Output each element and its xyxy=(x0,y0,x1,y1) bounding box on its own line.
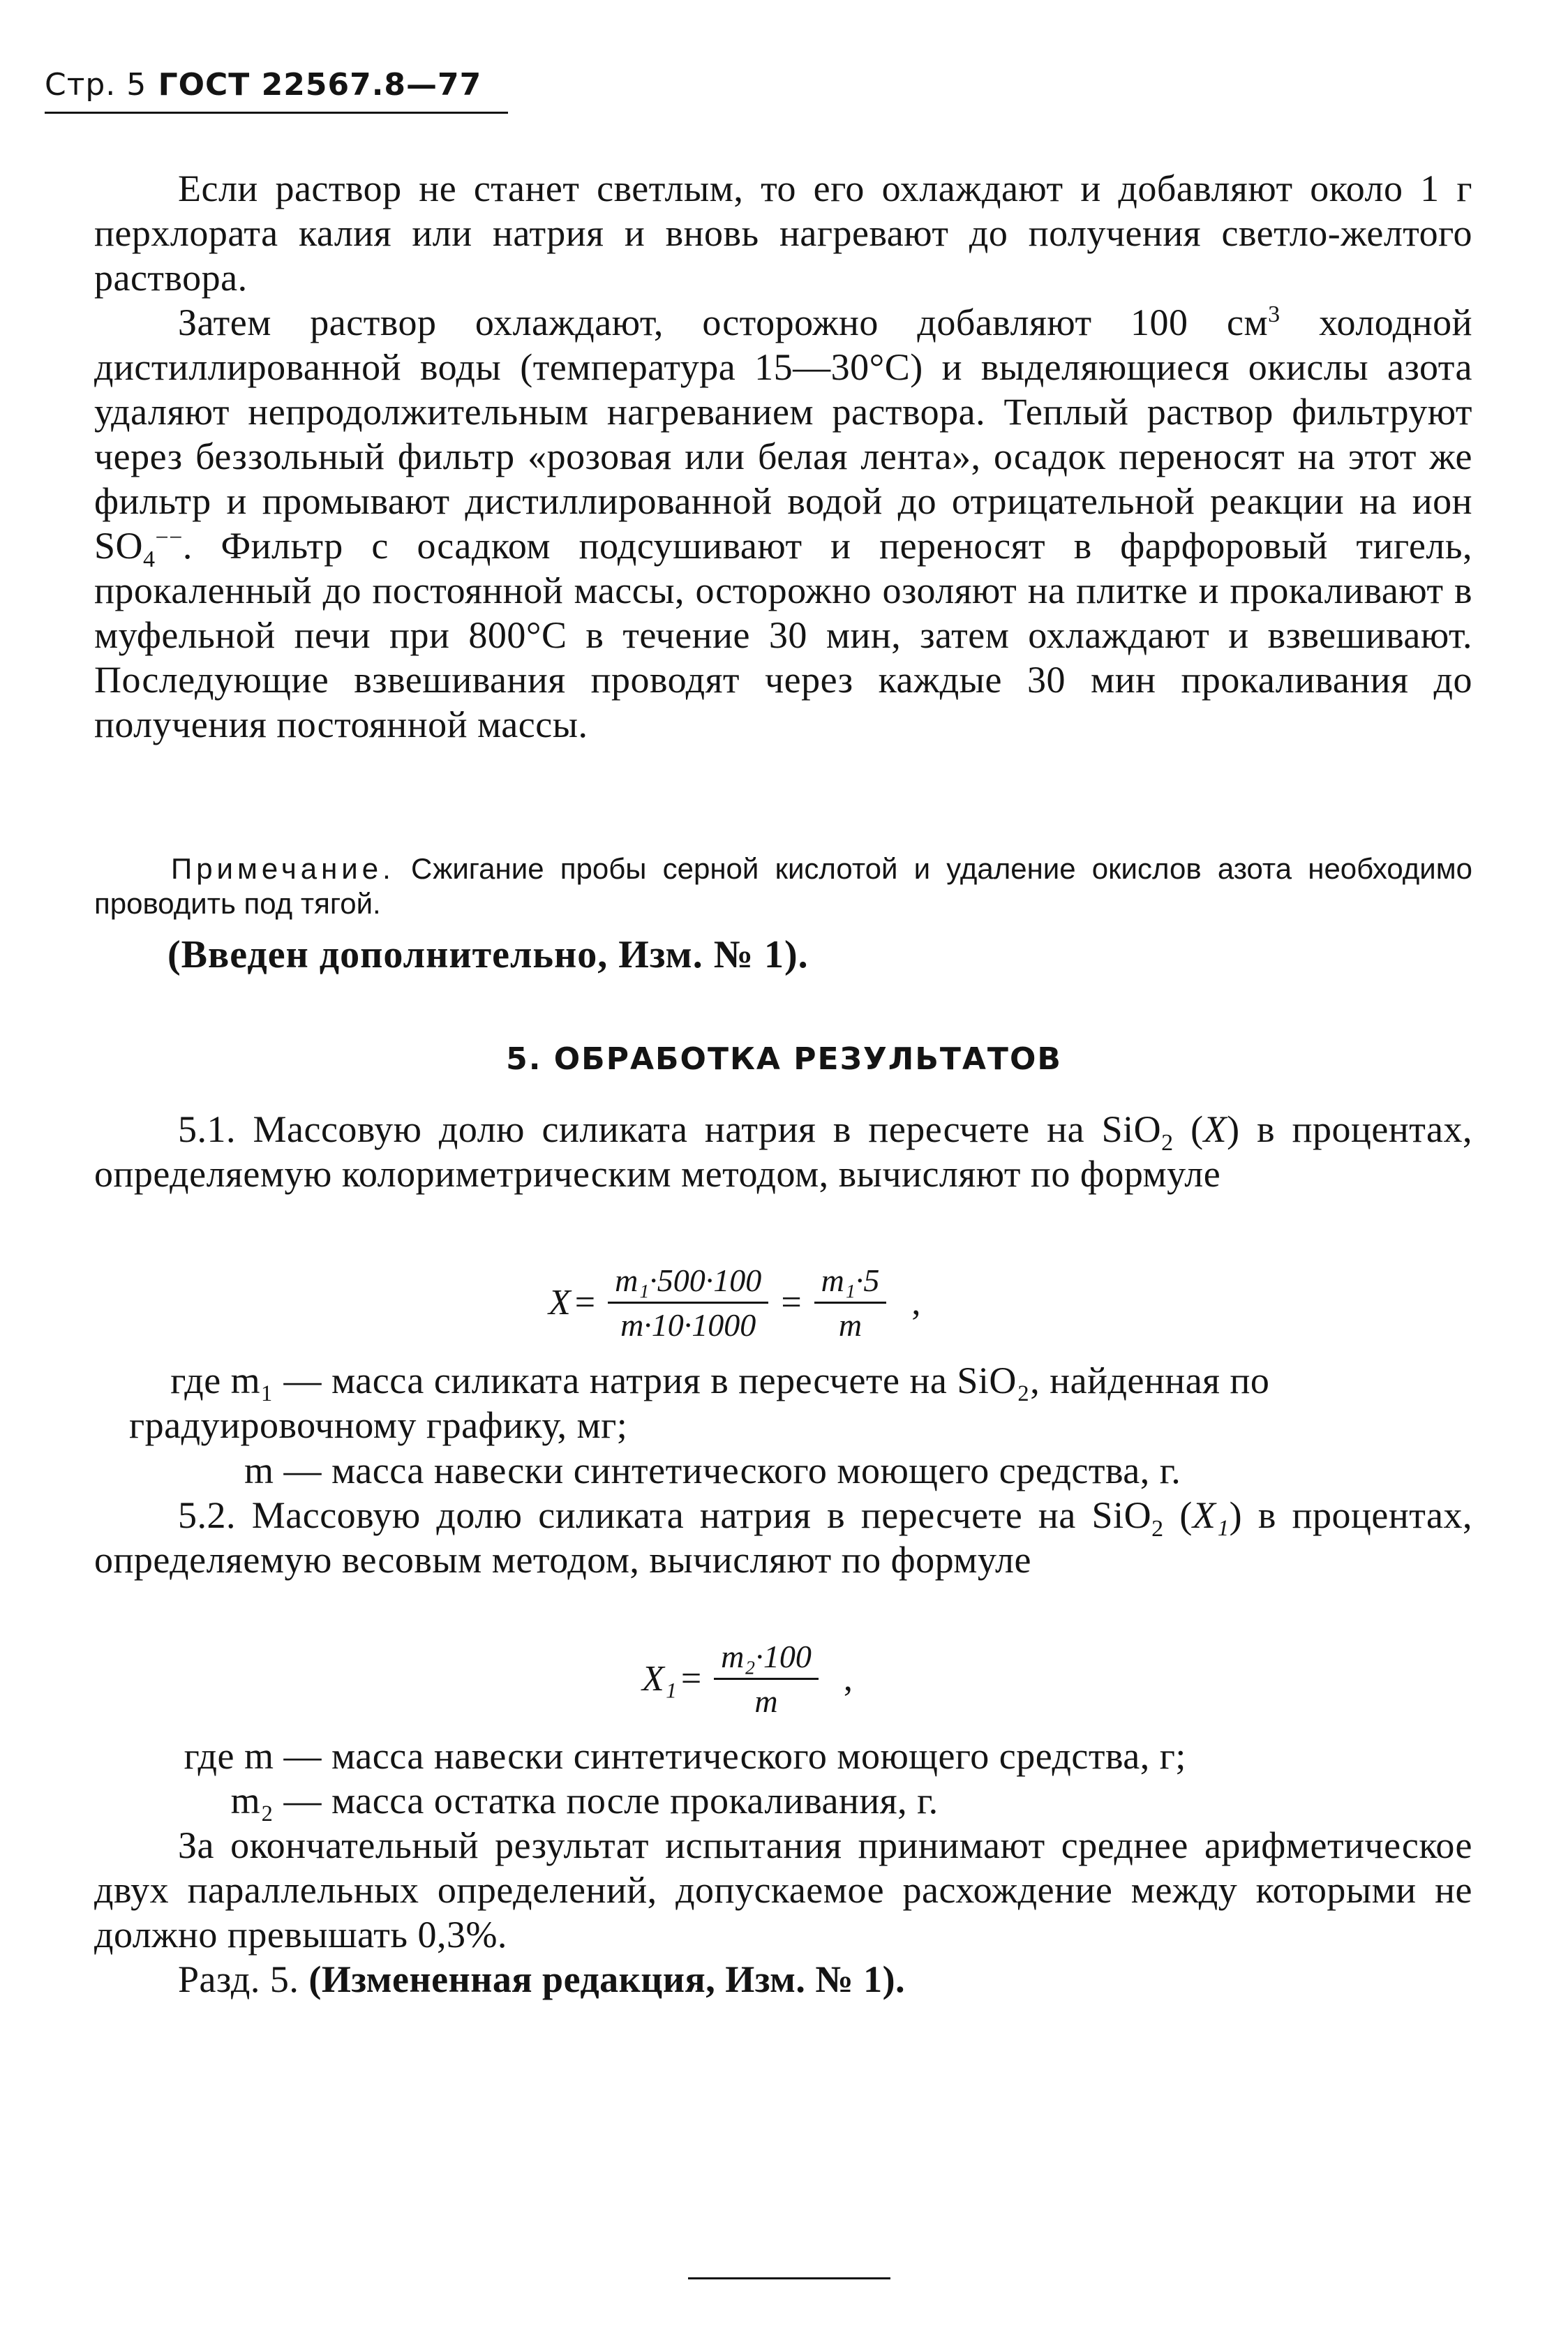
formula-x-lhs: X xyxy=(548,1283,571,1323)
definition-m-label: m — xyxy=(244,1450,322,1491)
formula-x-fraction-2 xyxy=(814,1262,887,1343)
definition-m-2-text: масса навески синтетического моющего средства, г; xyxy=(331,1735,1186,1777)
section4-body xyxy=(94,166,1472,747)
clause-5-1 xyxy=(94,1107,1472,1196)
definition-m2-label: m₂ — xyxy=(230,1780,322,1822)
sio2-subscript-2: 2 xyxy=(1151,1515,1164,1542)
final-result-text: За окончательный результат испытания принимают среднее арифметическое двух параллельных определений, допускаемое расхождение между которыми не должно превышать 0,3%. xyxy=(94,1824,1472,1956)
note-text: Сжигание пробы серной кислотой и удаление окислов азота необходимо проводить под тягой. xyxy=(94,852,1472,920)
paragraph-filtering xyxy=(94,300,1472,747)
formula-x1-lhs: X₁ xyxy=(642,1659,677,1699)
section-5-amendment-note: (Измененная редакция, Изм. № 1). xyxy=(308,1958,906,2000)
running-head xyxy=(45,67,481,103)
clause-5-2 xyxy=(94,1493,1472,1582)
formula-x-fraction-1 xyxy=(608,1262,768,1343)
final-result-paragraph xyxy=(94,1823,1472,1957)
clause-5-1-text: 5.1. Массовую долю силиката натрия в пересчете на SiO$_2$ (X) в процентах, определяемую колориметрическим методом, вычисляют по формуле xyxy=(94,1108,1473,1195)
formula-x-numerator-1: m₁·500·100 xyxy=(608,1262,768,1304)
formula-x1-numerator: m₂·100 xyxy=(714,1638,819,1680)
section-5-amendment-label: Разд. 5. xyxy=(178,1958,309,2000)
section-5-title: 5. ОБРАБОТКА РЕЗУЛЬТАТОВ xyxy=(506,1041,1062,1077)
paragraph-cooling: Если раствор не станет светлым, то его охлаждают и добавляют около 1 г перхлората калия или натрия и вновь нагревают до получения светло-желтого раствора. xyxy=(94,168,1472,299)
cm3-superscript: 3 xyxy=(1268,302,1280,327)
formula-x1-fraction xyxy=(714,1638,819,1720)
end-rule xyxy=(688,2277,890,2279)
clause-5-1-part-b: в процентах, определяемую колориметрическим методом, вычисляют по формуле xyxy=(94,1108,1473,1195)
clause-5-2-part-b: в процентах, определяемую весовым методом, вычисляют по формуле xyxy=(94,1494,1472,1581)
so4-charge: −− xyxy=(155,525,183,551)
paragraph-filtering-part-a: Затем раствор охлаждают, осторожно добавляют 100 см xyxy=(178,302,1269,343)
definition-m-text: масса навески синтетического моющего средства, г. xyxy=(331,1450,1181,1491)
definition-m1 xyxy=(129,1358,1472,1447)
formula-x-denominator-1: m·10·1000 xyxy=(620,1307,756,1343)
note-label: Примечание. xyxy=(171,852,395,885)
so4-subscript: 4 xyxy=(143,546,156,572)
section-5-amendment-text xyxy=(94,1957,1472,2002)
definition-m xyxy=(129,1448,1472,1493)
page-number: Стр. 5 xyxy=(45,67,147,103)
section-5-amendment xyxy=(94,1957,1472,2002)
definition-m1-label: где m₁ — xyxy=(170,1360,322,1401)
paragraph-filtering-part-b: холодной дистиллированной воды (температура 15—30°C) и выделяющиеся окислы азота удаляют непродолжительным нагреванием раствора. Теплый раствор фильтруют через беззольный фильтр «розовая или белая лента», осадок переносят на этот же фильтр и промывают дистиллированной водой до отрицательной реакции на ион SO xyxy=(94,302,1472,567)
definition-m2 xyxy=(129,1778,1472,1823)
sio2-subscript: 2 xyxy=(1161,1129,1174,1156)
header-rule xyxy=(45,112,508,114)
variable-x1: X₁ xyxy=(1192,1494,1230,1536)
definition-m2-text: масса остатка после прокаливания, г. xyxy=(331,1780,939,1822)
formula-x1: X₁ = $\frac{\text{m₂·100}}{m}$ , xyxy=(642,1639,853,1719)
amendment-note-4: (Введен дополнительно, Изм. № 1). xyxy=(167,933,809,976)
formula-x-denominator-2: m xyxy=(838,1307,863,1343)
note xyxy=(94,851,1472,921)
definition-m1-text: масса силиката натрия в пересчете на SiO₂, найденная по градуировочному графику, мг; xyxy=(129,1360,1270,1446)
formula-x1-denominator: m xyxy=(754,1683,778,1719)
definition-m-2-label: где m — xyxy=(184,1735,322,1777)
variable-x: X xyxy=(1203,1108,1227,1150)
clause-5-2-text: 5.2. Массовую долю силиката натрия в пересчете на SiO$_2$ (X₁) в процентах, определяемую весовым методом, вычисляют по формуле xyxy=(94,1494,1472,1581)
clause-5-2-part-a: 5.2. Массовую долю силиката натрия в пересчете на SiO xyxy=(178,1494,1152,1536)
clause-5-1-part-a: 5.1. Массовую долю силиката натрия в пересчете на SiO xyxy=(178,1108,1162,1150)
formula-x-numerator-2: m₁·5 xyxy=(814,1262,887,1304)
formula-x: X = $\frac{\text{m₁·500·100}}{m\cdot 10\cdot 1000}$ = $\frac{\text{m₁·5}}{m}$ , xyxy=(548,1263,921,1343)
definition-m-2 xyxy=(129,1734,1472,1778)
standard-number: ГОСТ 22567.8—77 xyxy=(158,67,482,103)
paragraph-filtering-part-c: . Фильтр с осадком подсушивают и переносят в фарфоровый тигель, прокаленный до постоянной массы, осторожно озоляют на плитке и прокаливают в муфельной печи при 800°C в течение 30 мин, затем охлаждают и взвешивают. Последующие взвешивания проводят через каждые 30 мин прокаливания до получения постоянной массы. xyxy=(94,525,1472,745)
